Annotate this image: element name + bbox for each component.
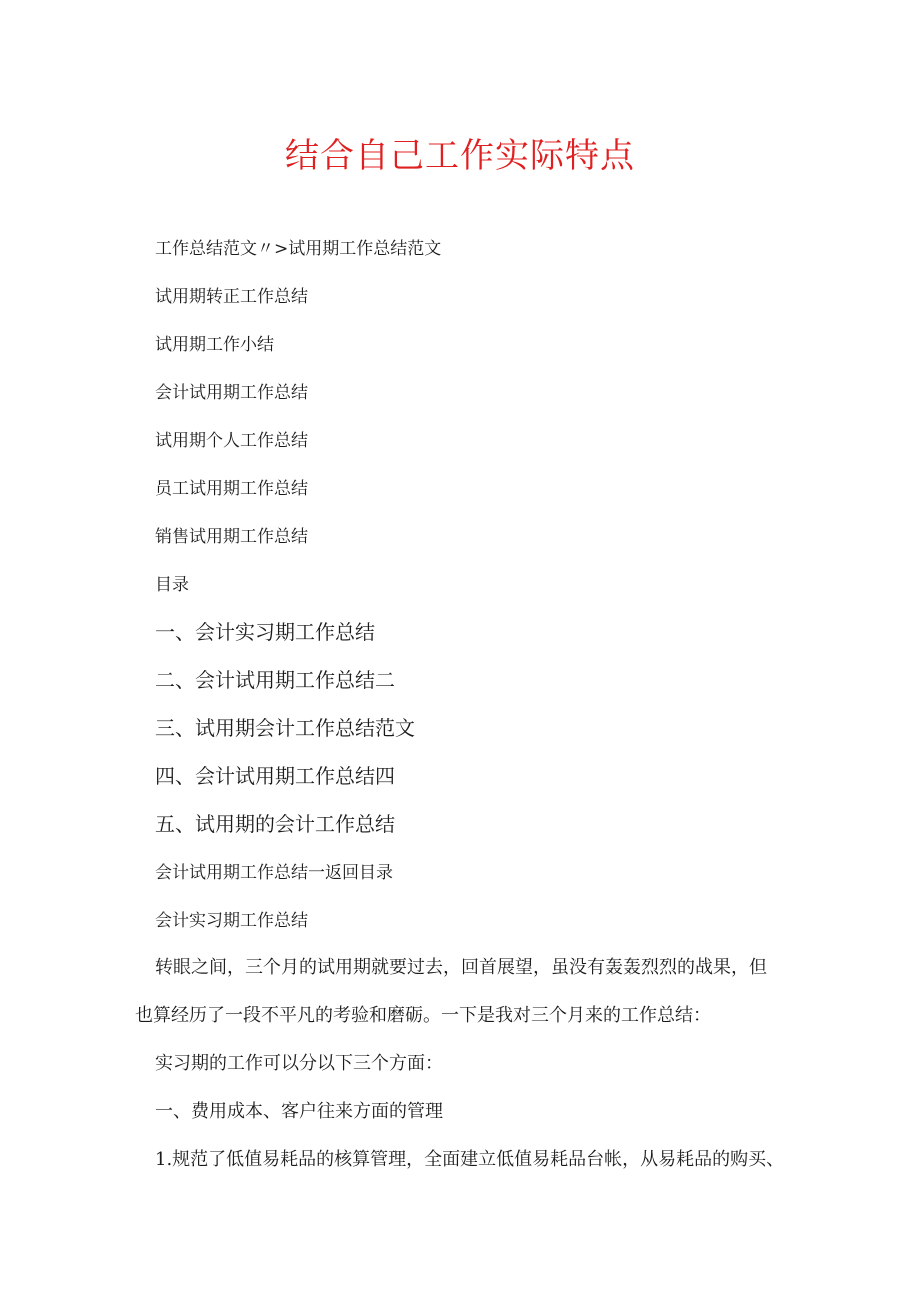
return-to-toc-link[interactable]: 会计试用期工作总结一返回目录 <box>155 863 393 883</box>
section-title: 会计实习期工作总结 <box>155 911 308 931</box>
related-link[interactable]: 员工试用期工作总结 <box>155 479 308 499</box>
toc-heading: 目录 <box>155 575 189 595</box>
toc-item[interactable]: 四、会计试用期工作总结四 <box>155 764 395 788</box>
related-link[interactable]: 试用期转正工作总结 <box>155 287 308 307</box>
related-link[interactable]: 会计试用期工作总结 <box>155 383 308 403</box>
related-link[interactable]: 试用期个人工作总结 <box>155 431 308 451</box>
paragraph: 实习期的工作可以分以下三个方面： <box>155 1053 443 1074</box>
page-title: 结合自己工作实际特点 <box>285 136 635 176</box>
list-item: 1.规范了低值易耗品的核算管理，全面建立低值易耗品台帐，从易耗品的购买、 <box>155 1149 785 1170</box>
toc-item[interactable]: 二、会计试用期工作总结二 <box>155 668 395 692</box>
paragraph-line: 也算经历了一段不平凡的考验和磨砺。一下是我对三个月来的工作总结： <box>135 1005 711 1026</box>
related-link[interactable]: 销售试用期工作总结 <box>155 527 308 547</box>
toc-item[interactable]: 五、试用期的会计工作总结 <box>155 812 395 836</box>
toc-item[interactable]: 一、会计实习期工作总结 <box>155 620 375 644</box>
subheading: 一、费用成本、客户往来方面的管理 <box>155 1101 443 1122</box>
related-link[interactable]: 试用期工作小结 <box>155 335 274 355</box>
breadcrumb[interactable]: 工作总结范文〃>试用期工作总结范文 <box>155 239 442 259</box>
toc-item[interactable]: 三、试用期会计工作总结范文 <box>155 716 415 740</box>
paragraph-line: 转眼之间，三个月的试用期就要过去，回首展望，虽没有轰轰烈烈的战果，但 <box>155 957 767 978</box>
